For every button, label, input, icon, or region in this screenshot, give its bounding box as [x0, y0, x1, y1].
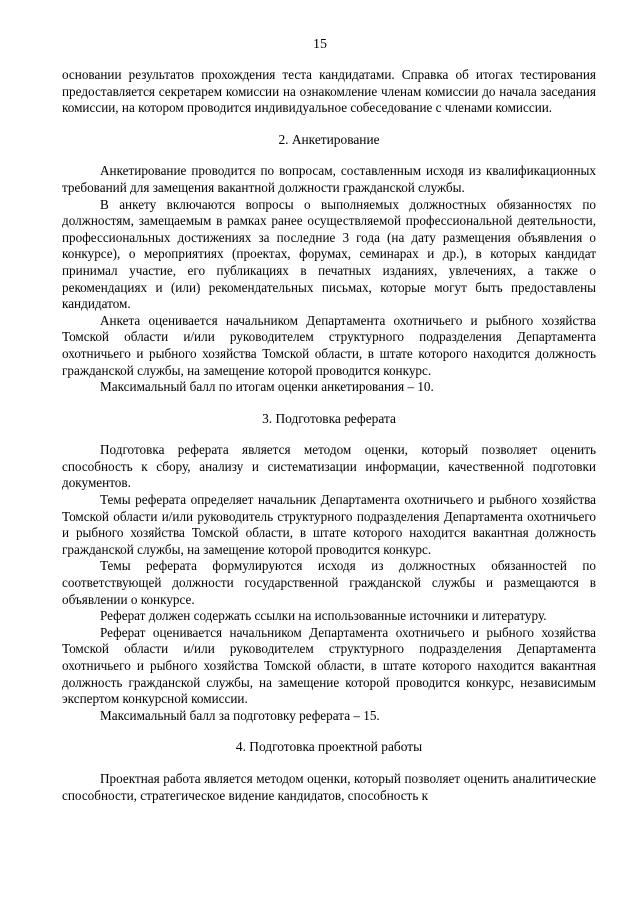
document-body [62, 67, 596, 804]
paragraph: Проектная работа является методом оценки, который позволяет оценить аналитические способности, стратегическое видение кандидатов, способность к [62, 770, 596, 803]
section-heading: 2. Анкетирование [278, 131, 380, 147]
spacer [62, 724, 596, 739]
paragraph: В анкету включаются вопросы о выполняемых должностных обязанностях по должностям, замещаемым в рамках ранее осуществляемой профессиональной деятельности, профессиональных достижениях за последние 3 года (на дату размещения объявления о конкурсе), о мероприятиях (проектах, форумах, семинарах и др.), в которых кандидат принимал участие, его публикациях в печатных изданиях, увлечениях, а также о рекомендациях и (или) рекомендательных письмах, которые могут быть предоставлены кандидатом. [62, 196, 596, 312]
section-heading: 3. Подготовка реферата [262, 410, 396, 426]
paragraph: Темы реферата формулируются исходя из должностных обязанностей по соответствующей должности государственной гражданской службы и размещаются в объявлении о конкурсе. [62, 558, 596, 607]
spacer [62, 117, 596, 132]
paragraph: Темы реферата определяет начальник Департамента охотничьего и рыбного хозяйства Томской области и/или руководитель структурного подразделения Департамента охотничьего и рыбного хозяйства Томской области, в штате которого находится вакантная должность гражданской службы, на замещение которой проводится конкурс. [62, 492, 596, 557]
paragraph: основании результатов прохождения теста кандидатами. Справка об итогах тестирования предоставляется секретарем комиссии на ознакомление членам комиссии до начала заседания комиссии, на котором проводится индивидуальное собеседование с членами комиссии. [62, 67, 596, 116]
section-heading: 4. Подготовка проектной работы [235, 739, 423, 755]
page-number: 15 [313, 37, 327, 52]
paragraph: Максимальный балл по итогам оценки анкетирования – 10. [100, 379, 434, 395]
paragraph: Анкета оценивается начальником Департамента охотничьего и рыбного хозяйства Томской области и/или руководителем структурного подразделения Департамента охотничьего и рыбного хозяйства Томской области, в штате которого находится должность гражданской службы, на замещение которой проводится конкурс. [62, 312, 596, 378]
paragraph: Анкетирование проводится по вопросам, составленным исходя из квалификационных требований для замещения вакантной должности гражданской службы. [62, 163, 596, 195]
spacer [62, 427, 596, 442]
paragraph: Реферат должен содержать ссылки на использованные источники и литературу. [100, 608, 547, 624]
spacer [62, 148, 596, 163]
paragraph: Максимальный балл за подготовку реферата – 15. [100, 707, 380, 723]
paragraph: Подготовка реферата является методом оценки, который позволяет оценить способность к сбору, анализу и систематизации информации, качественной подготовки документов. [62, 442, 596, 491]
paragraph: Реферат оценивается начальником Департамента охотничьего и рыбного хозяйства Томской области и/или руководителем структурного подразделения Департамента охотничьего и рыбного хозяйства Томской области, в штате которого находится вакантная должность гражданской службы, на замещение которой проводится конкурс, независимым экспертом конкурсной комиссии. [62, 624, 596, 707]
spacer [62, 756, 596, 771]
spacer [62, 396, 596, 411]
